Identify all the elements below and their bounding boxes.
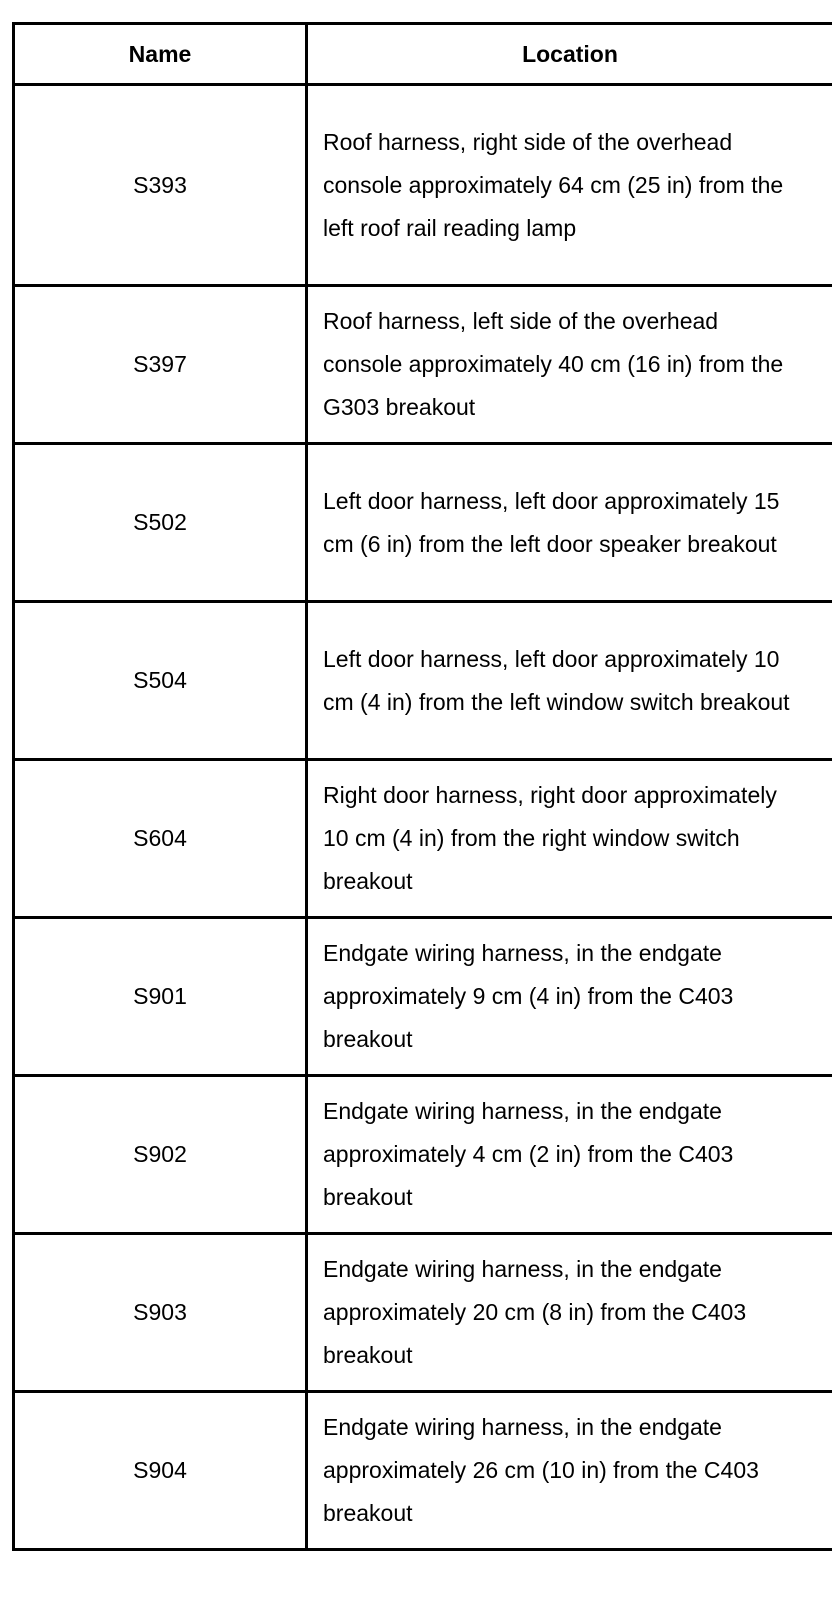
table-row <box>14 760 832 918</box>
table-row <box>14 1234 832 1392</box>
column-header-name: Name <box>14 24 307 85</box>
location-cell: Right door harness, right door approximately 10 cm (4 in) from the right window switch breakout <box>307 760 832 918</box>
name-cell: S502 <box>14 444 307 602</box>
table-row <box>14 85 832 286</box>
name-cell: S397 <box>14 286 307 444</box>
name-cell: S903 <box>14 1234 307 1392</box>
location-cell: Roof harness, right side of the overhead console approximately 64 cm (25 in) from the left roof rail reading lamp <box>307 85 832 286</box>
table-row <box>14 1392 832 1550</box>
location-cell: Endgate wiring harness, in the endgate approximately 9 cm (4 in) from the C403 breakout <box>307 918 832 1076</box>
location-cell: Endgate wiring harness, in the endgate approximately 4 cm (2 in) from the C403 breakout <box>307 1076 832 1234</box>
location-cell: Left door harness, left door approximately 10 cm (4 in) from the left window switch breakout <box>307 602 832 760</box>
location-cell: Roof harness, left side of the overhead console approximately 40 cm (16 in) from the G303 breakout <box>307 286 832 444</box>
location-cell: Endgate wiring harness, in the endgate approximately 20 cm (8 in) from the C403 breakout <box>307 1234 832 1392</box>
table-row <box>14 444 832 602</box>
name-cell: S604 <box>14 760 307 918</box>
location-cell: Endgate wiring harness, in the endgate approximately 26 cm (10 in) from the C403 breakout <box>307 1392 832 1550</box>
table-header-row <box>14 24 832 85</box>
name-cell: S901 <box>14 918 307 1076</box>
name-cell: S504 <box>14 602 307 760</box>
table-row <box>14 918 832 1076</box>
name-cell: S902 <box>14 1076 307 1234</box>
table-row <box>14 602 832 760</box>
column-header-location: Location <box>307 24 832 85</box>
table-row <box>14 286 832 444</box>
table-row <box>14 1076 832 1234</box>
name-cell: S393 <box>14 85 307 286</box>
location-cell: Left door harness, left door approximately 15 cm (6 in) from the left door speaker breakout <box>307 444 832 602</box>
splice-location-table <box>12 22 832 1551</box>
name-cell: S904 <box>14 1392 307 1550</box>
